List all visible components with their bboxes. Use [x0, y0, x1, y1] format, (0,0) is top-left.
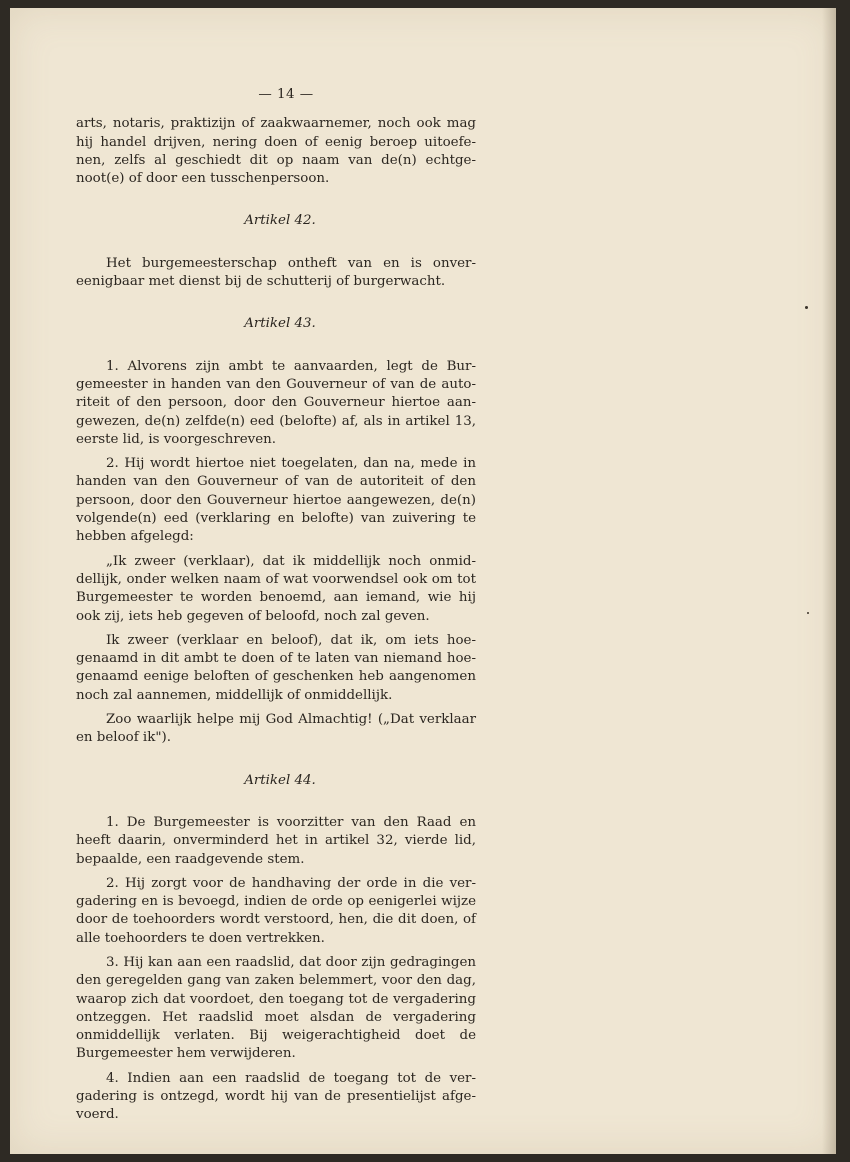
document-page	[10, 8, 836, 1154]
article-43-oath-paragraph-1: „Ik zweer (verklaar), dat ik middellijk noch onmiddellijk, onder welken naam of wat voorwendsel ook om tot Burgemeester te worden benoemd, aan iemand, wie hij ook zij, iets heb gegeven of beloofd, noch zal geven.	[76, 553, 476, 624]
article-44-paragraph-2: 2. Hij zorgt voor de handhaving der orde in die vergadering en is bevoegd, indien de orde op eenigerlei wijze door de toehoorders wordt verstoord, hen, die dit doen, of alle toehoorders te doen vertrekken.	[76, 875, 476, 946]
intro-paragraph: arts, notaris, praktizijn of zaakwaarnemer, noch ook mag hij handel drijven, nering doen of eenig beroep uitoefenen, zelfs al geschiedt dit op naam van de(n) echtgenoot(e) of door een tusschenpersoon.	[76, 116, 476, 187]
article-43-paragraph-2: 2. Hij wordt hiertoe niet toegelaten, dan na, mede in handen van den Gouverneur of van de autoriteit of den persoon, door den Gouverneur hiertoe aangewezen, de(n) volgende(n) eed (verklaring en belofte) van zuivering te hebben afgelegd:	[76, 456, 476, 545]
article-43-oath-closing: Zoo waarlijk helpe mij God Almachtig! („Dat verklaar en beloof ik").	[76, 712, 476, 746]
article-44-paragraph-4: 4. Indien aan een raadslid de toegang tot de vergadering is ontzegd, wordt hij van de presentielijst afgevoerd.	[76, 1070, 476, 1123]
article-42-title: Artikel 42.	[244, 213, 316, 229]
article-44-paragraph-1: 1. De Burgemeester is voorzitter van den Raad en heeft daarin, onverminderd het in artikel 32, vierde lid, bepaalde, een raadgevende stem.	[76, 814, 476, 867]
article-42-paragraph: Het burgemeesterschap ontheft van en is onvereenigbaar met dienst bij de schutterij of burgerwacht.	[76, 255, 476, 290]
article-44-paragraph-3: 3. Hij kan aan een raadslid, dat door zijn gedragingen den geregelden gang van zaken belemmert, voor den dag, waarop zich dat voordoet, den toegang tot de vergadering ontzeggen. Het raadslid moet alsdan de vergadering onmiddellijk verlaten. Bij weigerachtigheid doet de Burgemeester hem verwijderen.	[76, 954, 476, 1062]
article-44-title: Artikel 44.	[244, 772, 316, 788]
article-43-oath-paragraph-2: Ik zweer (verklaar en beloof), dat ik, om iets hoegenaamd in dit ambt te doen of te laten van niemand hoegenaamd eenige beloften of geschenken heb aangenomen noch zal aannemen, middellijk of onmiddellijk.	[76, 632, 476, 703]
page-number: — 14 —	[258, 87, 314, 102]
page-content	[76, 86, 476, 1125]
paper-speck	[807, 612, 809, 614]
page-edge-shadow	[822, 8, 836, 1154]
article-43-paragraph-1: 1. Alvorens zijn ambt te aanvaarden, legt de Burgemeester in handen van den Gouverneur of van de autoriteit of den persoon, door den Gouverneur hiertoe aangewezen, de(n) zelfde(n) eed (belofte) af, als in artikel 13, eerste lid, is voorgeschreven.	[76, 358, 476, 447]
article-43-title: Artikel 43.	[244, 316, 316, 332]
paper-speck	[805, 306, 808, 309]
